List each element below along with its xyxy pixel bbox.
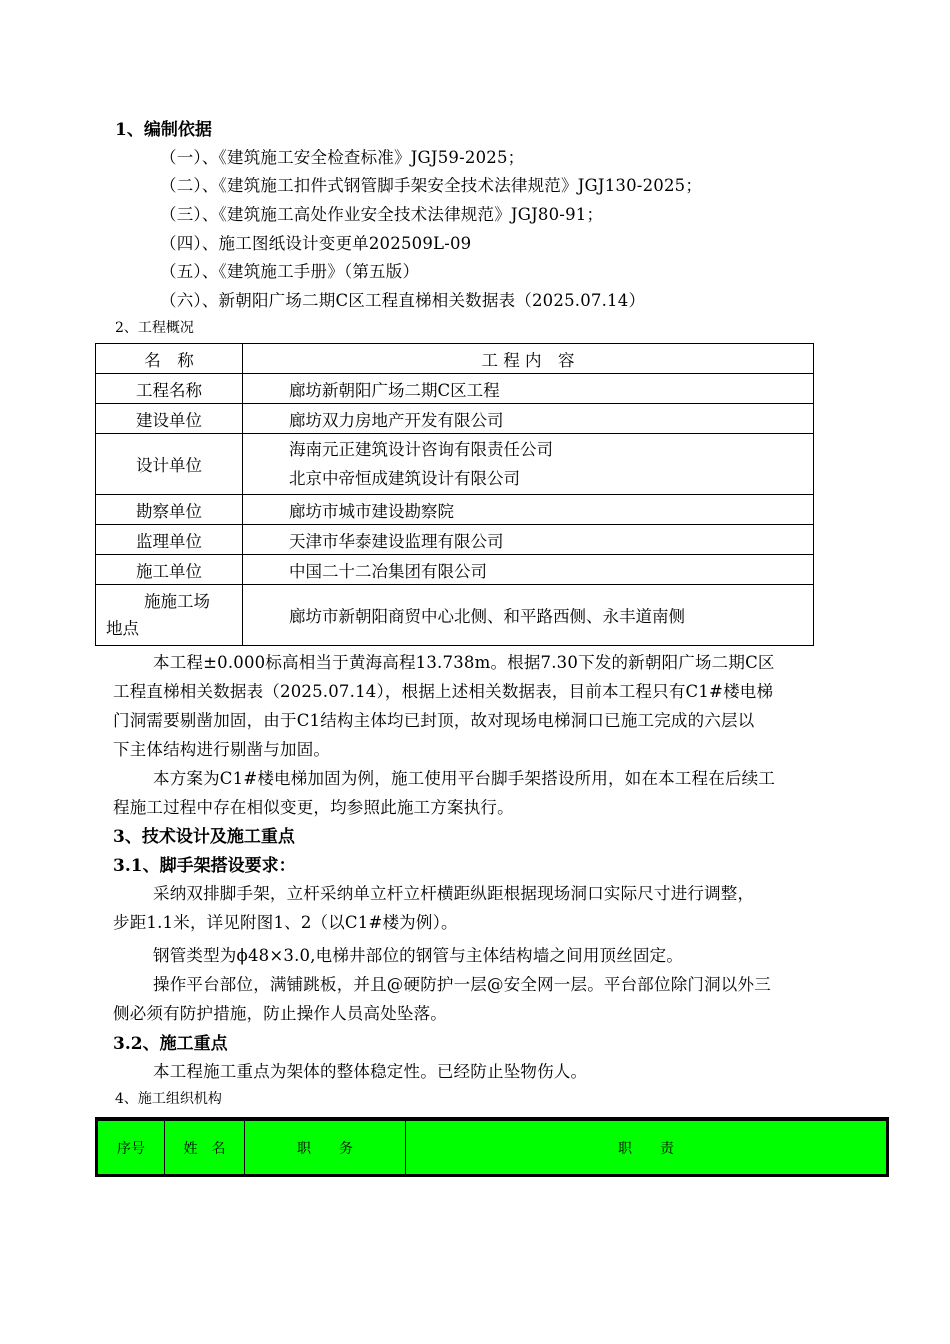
designer-2: 北京中帝恒成建筑设计有限公司 [289, 469, 520, 488]
scaffold-para1-line2: 步距1.1米，详见附图1、2（以C1#楼为例）。 [113, 913, 458, 932]
scaffold-para1-line1: 采纳双排脚手架，立杆采纳单立杆立杆横距纵距根据现场洞口实际尺寸进行调整， [153, 884, 755, 903]
section3-title: 3、技术设计及施工重点 [113, 827, 295, 847]
section3-1-title: 3.1、脚手架搭设要求： [113, 856, 296, 876]
table-row [96, 404, 814, 434]
overview-para1-line2: 工程直梯相关数据表（2025.07.14），根据上述相关数据表，目前本工程只有C1#楼电梯 [113, 682, 774, 701]
row-label: 设计单位 [96, 434, 243, 495]
row-label: 工程名称 [96, 374, 243, 404]
section1-title: 1、编制依据 [115, 120, 212, 140]
table-row [96, 374, 814, 404]
org-header-index: 序号 [98, 1120, 164, 1174]
basis-item-5: （五）、《建筑施工手册》（第五版） [160, 262, 420, 281]
section4-title: 4、施工组织机构 [115, 1091, 222, 1107]
table-row [96, 585, 814, 646]
row-label: 施工单位 [96, 555, 243, 585]
table-header-row [96, 344, 814, 374]
basis-item-6: （六）、新朝阳广场二期C区工程直梯相关数据表（2025.07.14） [160, 291, 646, 310]
site-label-line2: 地点 [106, 619, 139, 638]
row-value [243, 434, 814, 495]
overview-para1-line1: 本工程±0.000标高相当于黄海高程13.738m。根据7.30下发的新朝阳广场二期C区 [153, 653, 775, 672]
org-header-position: 职 务 [244, 1120, 405, 1174]
row-value: 天津市华泰建设监理有限公司 [243, 525, 814, 555]
basis-item-4: （四）、施工图纸设计变更单202509L-09 [160, 234, 472, 253]
row-value: 中国二十二冶集团有限公司 [243, 555, 814, 585]
section3-2-title: 3.2、施工重点 [113, 1034, 228, 1054]
table-row [96, 434, 814, 495]
scaffold-para3-line1: 操作平台部位，满铺跳板，并且@硬防护一层@安全网一层。平台部位除门洞以外三 [153, 975, 771, 994]
basis-item-3: （三）、《建筑施工高处作业安全技术法律规范》JGJ80-91； [160, 205, 604, 224]
org-header-duty: 职 责 [405, 1120, 886, 1174]
org-table-header-row [98, 1120, 886, 1174]
organization-table [95, 1117, 889, 1177]
basis-item-2: （二）、《建筑施工扣件式钢管脚手架安全技术法律规范》JGJ130-2025； [160, 176, 703, 195]
header-name: 名 称 [96, 344, 243, 374]
row-label: 建设单位 [96, 404, 243, 434]
row-value: 廊坊双力房地产开发有限公司 [243, 404, 814, 434]
row-value: 廊坊新朝阳广场二期C区工程 [243, 374, 814, 404]
project-overview-table [95, 343, 814, 646]
row-label: 勘察单位 [96, 495, 243, 525]
table-row [96, 525, 814, 555]
overview-para1-line3: 门洞需要剔凿加固，由于C1结构主体均已封顶，故对现场电梯洞口已施工完成的六层以 [113, 711, 755, 730]
row-value: 廊坊市城市建设勘察院 [243, 495, 814, 525]
designer-1: 海南元正建筑设计咨询有限责任公司 [289, 440, 553, 459]
row-label: 监理单位 [96, 525, 243, 555]
focus-para: 本工程施工重点为架体的整体稳定性。已经防止坠物伤人。 [153, 1062, 588, 1081]
table-row [96, 495, 814, 525]
basis-item-1: （一）、《建筑施工安全检查标准》JGJ59-2025； [160, 148, 525, 167]
org-header-name: 姓 名 [164, 1120, 244, 1174]
site-label-line1: 施施工场 [144, 592, 210, 611]
overview-para2-line2: 程施工过程中存在相似变更，均参照此施工方案执行。 [113, 798, 514, 817]
row-value: 廊坊市新朝阳商贸中心北侧、和平路西侧、永丰道南侧 [243, 585, 814, 646]
scaffold-para2: 钢管类型为ϕ48×3.0,电梯井部位的钢管与主体结构墙之间用顶丝固定。 [153, 946, 684, 965]
section2-title: 2、工程概况 [115, 320, 194, 336]
scaffold-para3-line2: 侧必须有防护措施，防止操作人员高处坠落。 [113, 1004, 447, 1023]
table-row [96, 555, 814, 585]
overview-para2-line1: 本方案为C1#楼电梯加固为例，施工使用平台脚手架搭设所用，如在本工程在后续工 [153, 769, 776, 788]
row-label [96, 585, 243, 646]
overview-para1-line4: 下主体结构进行剔凿与加固。 [113, 740, 331, 759]
header-content: 工 程 内 容 [243, 344, 814, 374]
